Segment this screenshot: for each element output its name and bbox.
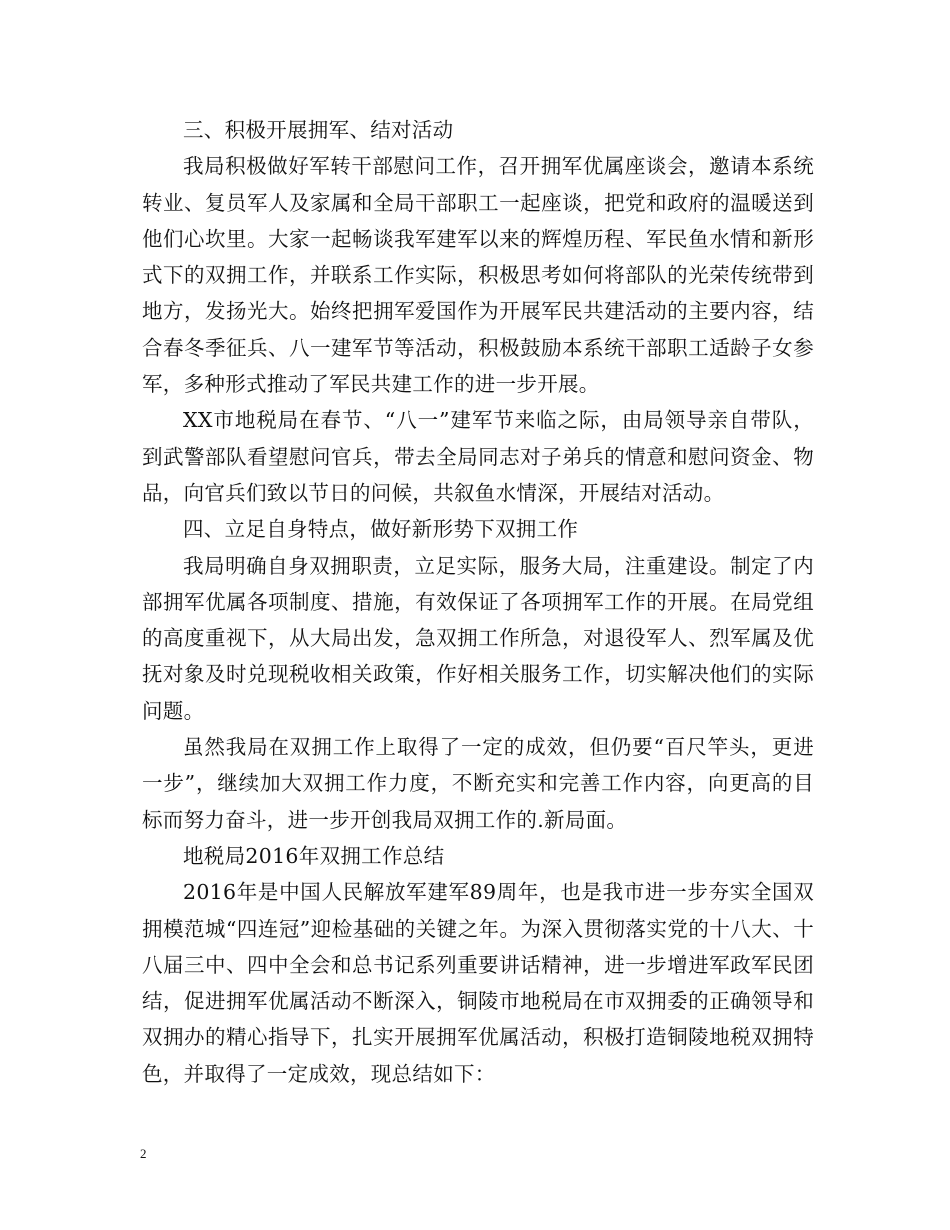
- summary-title: 地税局2016年双拥工作总结: [183, 843, 445, 868]
- paragraph-further-progress: 虽然我局在双拥工作上取得了一定的成效，但仍要“百尺竿头，更进一步”，继续加大双拥工作力度，不断充实和完善工作内容，向更高的目标而努力奋斗，进一步开创我局双拥工作的.新局面。: [142, 735, 814, 832]
- paragraph-military-support: 我局积极做好军转干部慰问工作，召开拥军优属座谈会，邀请本系统转业、复员军人及家属和全局干部职工一起座谈，把党和政府的温暖送到他们心坎里。大家一起畅谈我军建军以来的辉煌历程、军民鱼水情和新形式下的双拥工作，并联系工作实际，积极思考如何将部队的光荣传统带到地方，发扬光大。始终把拥军爱国作为开展军民共建活动的主要内容，结合春冬季征兵、八一建军节等活动，积极鼓励本系统干部职工适龄子女参军，多种形式推动了军民共建工作的进一步开展。: [142, 154, 814, 397]
- section-heading-three: 三、积极开展拥军、结对活动: [183, 118, 454, 142]
- document-body: [142, 112, 814, 1092]
- paragraph-spring-festival-visit: XX市地税局在春节、“八一”建军节来临之际，由局领导亲自带队，到武警部队看望慰问官兵，带去全局同志对子弟兵的情意和慰问资金、物品，向官兵们致以节日的问候，共叙鱼水情深，开展结对活动。: [142, 408, 814, 505]
- paragraph-2016-summary: 2016年是中国人民解放军建军89周年，也是我市进一步夯实全国双拥模范城“四连冠”迎检基础的关键之年。为深入贯彻落实党的十八大、十八届三中、四中全会和总书记系列重要讲话精神，进一步增进军政军民团结，促进拥军优属活动不断深入，铜陵市地税局在市双拥委的正确领导和双拥办的精心指导下，扎实开展拥军优属活动，积极打造铜陵地税双拥特色，并取得了一定成效，现总结如下：: [142, 880, 814, 1086]
- section-heading-four: 四、立足自身特点，做好新形势下双拥工作: [183, 517, 579, 542]
- page-number: 2: [140, 1146, 147, 1161]
- paragraph-responsibilities: 我局明确自身双拥职责，立足实际，服务大局，注重建设。制定了内部拥军优属各项制度、措施，有效保证了各项拥军工作的开展。在局党组的高度重视下，从大局出发，急双拥工作所急，对退役军人、烈军属及优抚对象及时兑现税收相关政策，作好相关服务工作，切实解决他们的实际问题。: [142, 553, 814, 723]
